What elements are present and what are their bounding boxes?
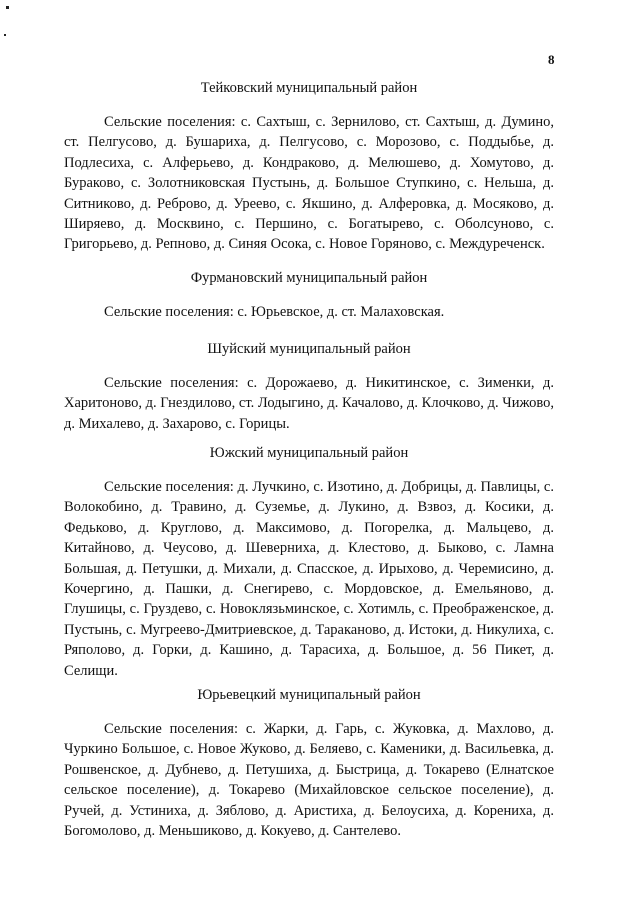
section-yurievetsky xyxy=(64,685,554,841)
scan-speck xyxy=(4,34,6,36)
section-title: Юрьевецкий муниципальный район xyxy=(197,687,421,703)
section-shuisky xyxy=(64,339,554,434)
section-yuzhsky xyxy=(64,443,554,681)
section-furmanovsky xyxy=(64,268,554,322)
section-text: Сельские поселения: с. Дорожаево, д. Никитинское, с. Зименки, д. Харитоново, д. Гнездилово, ст. Лодыгино, д. Качалово, д. Клочково, д. Чижово, д. Михалево, д. Захарово, с. Горицы. xyxy=(64,375,554,432)
page-number: 8 xyxy=(548,52,555,67)
section-teikovsky xyxy=(64,78,554,255)
section-title: Тейковский муниципальный район xyxy=(200,80,418,96)
section-title: Шуйский муниципальный район xyxy=(207,341,411,357)
section-text: Сельские поселения: с. Сахтыш, с. Зернилово, ст. Сахтыш, д. Думино, ст. Пелгусово, д. Бушариха, д. Пелгусово, с. Морозово, с. Поддыбье, д. Подлесиха, с. Алферьево, д. Кондраково, д. Мелюшево, д. Хомутово, д. Бураково, с. Золотниковская Пустынь, д. Большое Ступкино, с. Нельша, д. Ситниково, д. Реброво, д. Уреево, с. Якшино, д. Алферовка, д. Мосяково, д. Ширяево, д. Москвино, с. Першино, с. Богатырево, с. Оболсуново, с. Григорьево, д. Репново, д. Синяя Осока, с. Новое Горяново, с. Междуреченск. xyxy=(64,114,554,253)
section-text: Сельские поселения: с. Юрьевское, д. ст. Малаховская. xyxy=(104,304,445,320)
scan-speck xyxy=(6,6,9,9)
section-title: Фурмановский муниципальный район xyxy=(190,270,428,286)
section-text: Сельские поселения: д. Лучкино, с. Изотино, д. Добрицы, д. Павлицы, с. Волокобино, д. Травино, д. Суземье, д. Лукино, д. Взвоз, д. Косики, д. Федьково, д. Круглово, д. Максимово, д. Погорелка, д. Мальцево, д. Китайново, д. Чеусово, д. Шеверниха, д. Клестово, д. Быково, с. Ламна Большая, д. Петушки, д. Михали, д. Спасское, д. Ирыхово, д. Черемисино, д. Кочергино, д. Пашки, д. Снегирево, с. Мордовское, д. Емельяново, д. Глушицы, с. Груздево, с. Новоклязьминское, с. Хотимль, с. Преображенское, д. Пустынь, с. Мугреево-Дмитриевское, д. Тараканово, д. Истоки, д. Никулиха, с. Ряполово, д. Горки, д. Кашино, д. Тарасиха, д. Большое, д. 56 Пикет, д. Селищи. xyxy=(64,479,554,679)
section-title: Южский муниципальный район xyxy=(209,445,409,461)
section-text: Сельские поселения: с. Жарки, д. Гарь, с. Жуковка, д. Махлово, д. Чуркино Большое, с. Новое Жуково, д. Беляево, с. Каменики, д. Васильевка, д. Рошвенское, д. Дубнево, д. Петушиха, д. Быстрица, д. Токарево (Елнатское сельское поселение), д. Токарево (Михайловское сельское поселение), д. Ручей, д. Устиниха, д. Зяблово, д. Аристиха, д. Белоусиха, д. Корениха, д. Богомолово, д. Меньшиково, д. Кокуево, д. Сантелево. xyxy=(64,721,554,840)
